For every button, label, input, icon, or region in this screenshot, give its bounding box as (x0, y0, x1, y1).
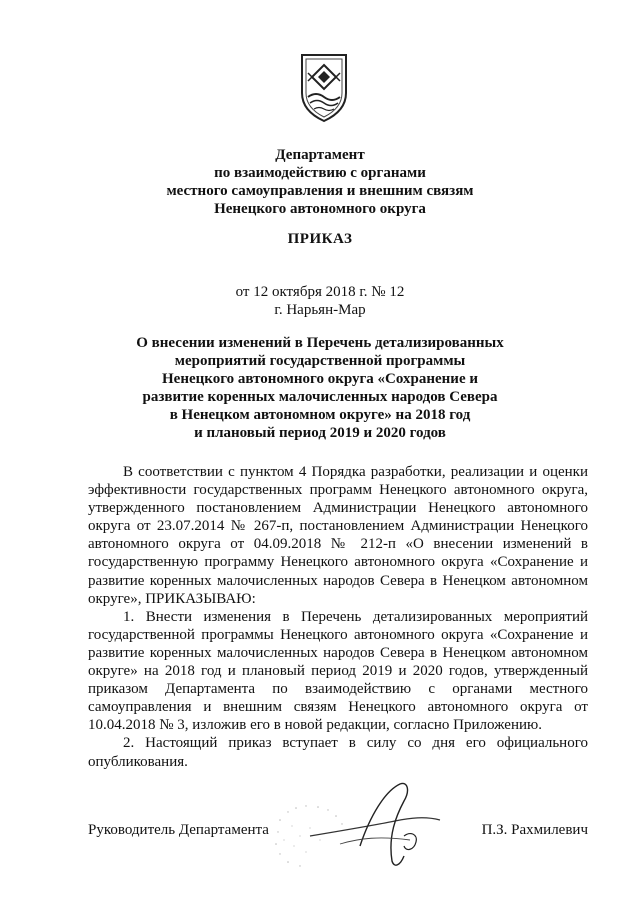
item-2-paragraph: 2. Настоящий приказ вступает в силу со дня его официального опубликования. (88, 735, 588, 770)
date-block (0, 283, 640, 319)
subject-line: О внесении изменений в Перечень детализированных (136, 335, 504, 351)
subject-line: мероприятий государственной программы (174, 353, 466, 369)
subject-line: Ненецкого автономного округа «Сохранение и (162, 371, 478, 387)
org-line: местного самоуправления и внешним связям (166, 183, 474, 199)
preamble-paragraph: В соответствии с пунктом 4 Порядка разработки, реализации и оценки эффективности государственных программ Ненецкого автономного округа, утвержденного постановлением Администрации Ненецкого автономного округа от 23.07.2014 № 267-п, постановлением Администрации Ненецкого автономного округа от 04.09.2018 № 212-п «О внесении изменений в государственную программу Ненецкого автономного округа «Сохранение и развитие коренных малочисленных народов Севера в Ненецком автономном округе», ПРИКАЗЫВАЮ: (88, 464, 588, 607)
date-number: от 12 октября 2018 г. № 12 (235, 284, 405, 300)
org-line: Ненецкого автономного округа (214, 201, 426, 217)
subject-line: и плановый период 2019 и 2020 годов (194, 425, 446, 441)
signer-position: Руководитель Департамента (88, 822, 269, 838)
handwritten-signature (300, 776, 450, 876)
signer-name: П.З. Рахмилевич (481, 822, 588, 838)
org-line: по взаимодействию с органами (214, 165, 426, 181)
document-subject (0, 334, 640, 442)
subject-line: в Ненецком автономном округе» на 2018 год (169, 407, 471, 423)
document-type: ПРИКАЗ (287, 231, 353, 247)
document-body (88, 463, 588, 771)
city: г. Нарьян-Мар (274, 302, 366, 318)
coat-of-arms-icon (298, 53, 350, 123)
org-line: Департамент (275, 147, 365, 163)
item-1-paragraph: 1. Внести изменения в Перечень детализированных мероприятий государственной программы Ненецкого автономного округа «Сохранение и развитие коренных малочисленных народов Севера в Ненецком автономном округе» на 2018 год и плановый период 2019 и 2020 годов, утвержденный приказом Департамента по взаимодействию с органами местного самоуправления и внешним связям Ненецкого автономного округа от 10.04.2018 № 3, изложив его в новой редакции, согласно Приложению. (88, 608, 588, 734)
organization-name (0, 146, 640, 218)
subject-line: развитие коренных малочисленных народов Севера (142, 389, 498, 405)
